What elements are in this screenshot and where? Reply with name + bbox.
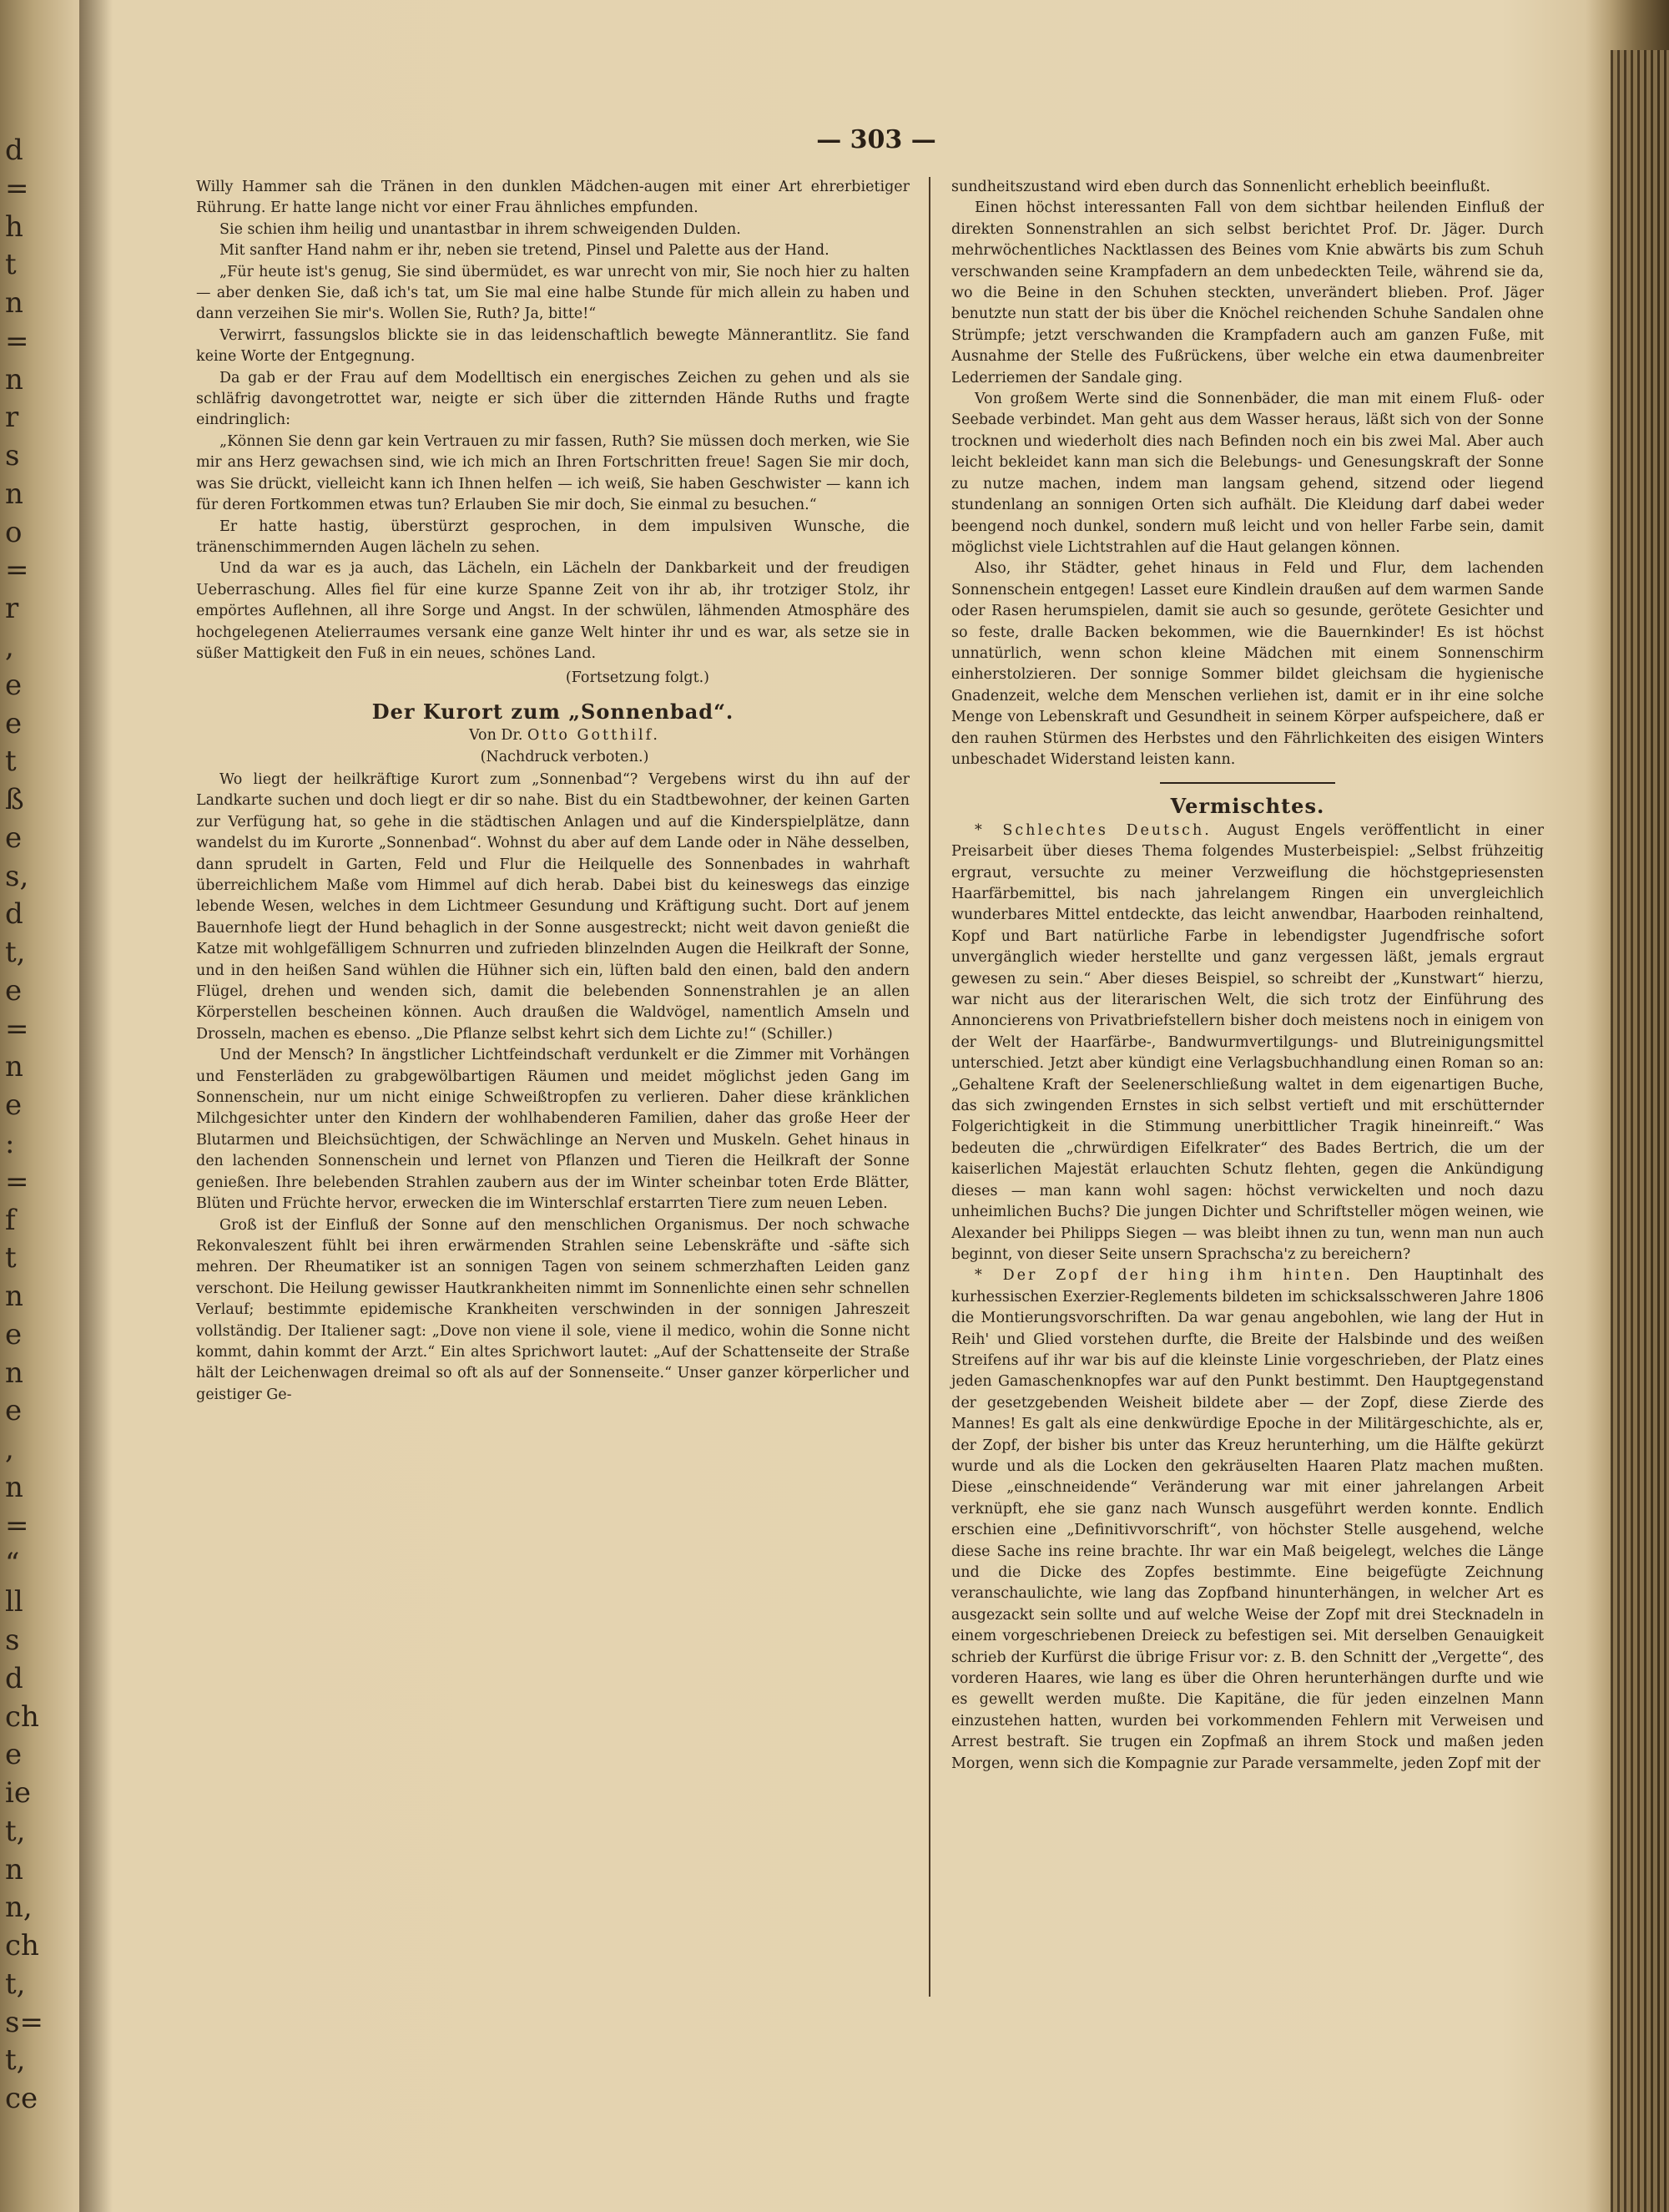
page-number: — 303 — [816,125,936,154]
margin-fragment: h [5,210,23,244]
margin-fragment: = [5,171,29,205]
margin-fragment: t, [5,1814,26,1848]
margin-fragment: e [5,1317,23,1351]
novel-paragraph: Da gab er der Frau auf dem Modelltisch ein energisches Zeichen zu gehen und als sie schläfrig davongetrottet war, neigte er sich über die zitternden Hände Ruths und fragte eindringlich: [196,369,910,429]
novel-paragraph: Willy Hammer sah die Tränen in den dunklen Mädchen-augen mit einer Art ehrerbietiger Rührung. Er hatte lange nicht vor einer Frau ähnliches empfunden. [196,179,910,217]
margin-fragment: n [5,1852,23,1886]
margin-fragment: ll [5,1585,23,1619]
misc-item-text: August Engels veröffentlicht in einer Preisarbeit über dieses Thema folgendes Musterbeispiel: „Selbst frühzeitig ergraut, versuchte zu meiner Verzweiflung die höchstgepriesensten Haarfärbemittel, bis nach jahrelangem Ringen ein unvergleichlich wunderbares Mittel entdeckte, das leicht anwendbar, Haarboden reinhaltend, Kopf und Bart natürliche Farbe in lebendigster Jugendfrische sofort unvergänglich wieder herstellte und ganz vergessen läßt, jemals ergraut gewesen zu sein.“ Aber dieses Beispiel, so schreibt der „Kunstwart“ hierzu, war nicht aus der literarischen Welt, die sich trotz der Einführung des Annoncierens von Privatbriefstellern bisher doch meistens noch in einigem von der Welt der Haarfärbe-, Bandwurmvertilgungs- und Blutreinigungsmittel unterschied. Jetzt aber kündigt eine Verlagsbuchhandlung einen Roman so an: „Gehaltene Kraft der Seelenerschließung waltet in dem eigenartigen Buche, das sich zwingenden Ernstes in sich selbst vertieft und mit erschütternder Folgerichtigkeit in die Stimmung unerbittlicher Tragik hineinreift.“ Was bedeuten die „chrwürdigen Eifelkrater“ des Bades Bertrich, die um der kaiserlichen Majestät erlauchten Schutz flehten, gegen die Ankündigung dieses — man kann wohl sagen: höchst verwickelten und noch dazu unheimlichen Buchs? Die jungen Dichter und Schriftsteller mögen weinen, wie Alexander bei Philipps Siegen — was bleibt ihnen zu tun, wenn man nun auch beginnt, von dieser Seite unsern Sprachscha'z zu bereichern? [951,821,1544,1263]
margin-fragment: n [5,1356,23,1390]
margin-fragment: e [5,973,23,1008]
margin-fragment: = [5,1012,29,1046]
margin-fragment: t [5,248,17,282]
article-paragraph: Wo liegt der heilkräftige Kurort zum „Sonnenbad“? Vergebens wirst du ihn auf der Landkarte suchen und doch liegt er dir so nahe. Bist du ein Stadtbewohner, der keinen Garten zur Verfügung hat, so gehe in die städtischen Anlagen und auf die Kinderspielplätze, dann wandelst du im Kurorte „Sonnenbad“. Wohnst du aber auf dem Lande oder in Nähe desselben, dann sprudelt in Garten, Feld und Flur die Heilquelle des Sonnenbades in wahrhaft überreichlichem Maße vom Himmel auf dich herab. Dabei bist du keineswegs das einzige lebende Wesen, welches in dem Lichtmeer Gesundung und Kräftigung sucht. Dort auf jenem Bauernhofe liegt der Hund behaglich in der Sonne ausgestreckt; nicht weit davon genießt die Katze mit wohlgefälligem Schnurren und zufrieden blinzelnden Augen die Heilkraft der Sonne, und in den heißen Sand wühlen die Hühner sich ein, lüften bald den einen, bald den andern Flügel, drehen und wenden sich, damit die belebenden Sonnenstrahlen je an allen Körperstellen bescheinen können. Auch draußen die Waldvögel, namentlich Amseln und Drosseln, machen es ebenso. „Die Pflanze selbst kehrt sich dem Lichte zu!“ (Schiller.) [196,770,910,1043]
vermischtes-title: Vermischtes. [1170,794,1325,819]
misc-item [951,821,1544,1266]
margin-fragment: , [5,1432,14,1467]
article-paragraph: sundheitszustand wird eben durch das Sonnenlicht erheblich beeinflußt. [951,179,1490,195]
article-paragraph: Groß ist der Einfluß der Sonne auf den menschlichen Organismus. Der noch schwache Rekonvaleszent fühlt bei ihren erwärmenden Strahlen seine Lebenskräfte und -säfte sich mehren. Der Rheumatiker ist an sonnigen Tagen von seinem schmerzhaften Leiden ganz verschont. Die Heilung gewisser Hautkrankheiten nimmt im Sonnenlichte einen sehr schnellen Verlauf; bestimmte epidemische Krankheiten verschwinden in der sonnigen Jahreszeit vollständig. Der Italiener sagt: „Dove non viene il sole, viene il medico, wohin die Sonne nicht kommt, dahin kommt der Arzt.“ Ein altes Sprichwort lautet: „Auf der Schattenseite der Straße hält der Leichenwagen dreimal so oft als auf der Sonnenseite.“ Unser ganzer körperlicher und geistiger Ge- [196,1216,910,1403]
margin-fragment: o [5,515,23,549]
margin-fragment: = [5,1508,29,1543]
margin-fragment: n [5,477,23,511]
margin-fragment: f [5,1203,16,1237]
margin-fragment: t, [5,2043,26,2078]
left-column [196,177,910,1406]
article-paragraph: Also, ihr Städter, gehet hinaus in Feld und Flur, dem lachenden Sonnenschein entgegen! Lasset eure Kindlein draußen auf dem warmen Sande oder Rasen herumspielen, damit sie auch so gesunde, gerötete Gesichter und so feste, dralle Backen bekommen, wie die Bauernkinder! Es ist höchst unnatürlich, wenn schon kleine Mädchen mit einem Sonnenschirm einherstolzieren. Der sonnige Sommer bildet gleichsam die hygienische Gnadenzeit, welche dem Menschen verliehen ist, damit er in ihr eine solche Menge von Lebenskraft und Gesundheit in seinem Körper aufspeichere, daß er den rauhen Stürmen des Herbstes und den Fährlichkeiten des eisigen Winters unbeschadet Widerstand leisten kann. [951,560,1544,768]
margin-fragment: e [5,821,23,855]
column-divider [929,177,930,1997]
margin-fragment: d [5,1661,23,1695]
section-separator [1160,782,1335,784]
margin-fragment: d [5,897,23,932]
book-gutter [79,0,113,2212]
margin-fragment: e [5,706,23,740]
article-paragraph: Einen höchst interessanten Fall von dem sichtbar heilenden Einfluß der direkten Sonnenstrahlen an sich selbst berichtet Prof. Dr. Jäger. Durch mehrwöchentliches Nacktlassen des Beines vom Knie abwärts bis zum Schuh verschwanden seine Krampfadern an dem unbedeckten Teile, während sie da, wo die Beine in den Schuhen steckten, unverändert blieben. Prof. Jäger benutzte nun statt der bis über die Knöchel reichenden Schuhe Sandalen ohne Strümpfe; jetzt verschwanden die Krampfadern auch am ganzen Fuße, mit Ausnahme der Stelle des Fußrückens, über welche ein etwa daumenbreiter Lederriemen der Sandale ging. [951,199,1544,386]
margin-fragment: e [5,668,23,702]
margin-fragment: ch [5,1699,39,1734]
novel-paragraph: „Für heute ist's genug, Sie sind übermüdet, es war unrecht von mir, Sie noch hier zu halten — aber denken Sie, daß ich's tat, um Sie mal eine halbe Stunde für mich allein zu haben und dann verzeihen Sie mir's. Wollen Sie, Ruth? Ja, bitte!“ [196,263,910,323]
novel-continuation [196,177,910,689]
article-title: Der Kurort zum „Sonnenbad“. [371,699,734,724]
margin-fragment: ch [5,1929,39,1963]
article-paragraph: Von großem Werte sind die Sonnenbäder, die man mit einem Fluß- oder Seebade verbindet. Man geht aus dem Wasser heraus, läßt sich von der Sonne trocknen und wiederholt dies nach Befinden noch ein bis zwei Mal. Aber auch leicht bekleidet kann man sich die Belebungs- und Genesungskraft der Sonne zu nutze machen, indem man langsam gehend, sitzend oder liegend stundenlang an sonnigen Orten sich aufhält. Die Kleidung darf dabei weder beengend noch dunkel, sondern muß leicht und von heller Farbe sein, damit möglichst viele Lichtstrahlen auf die Haut gelangen können. [951,391,1544,556]
margin-fragment: = [5,553,29,588]
misc-item-heading: * Schlechtes Deutsch. [975,821,1212,839]
misc-item-heading: * Der Zopf der hing ihm hinten. [975,1267,1353,1285]
byline-prefix: Von Dr. [469,727,523,745]
novel-paragraph: Und da war es ja auch, das Lächeln, ein Lächeln der Dankbarkeit und der freudigen Ueberraschung. Alles fiel für eine kurze Spanne Zeit von ihr ab, ihr trotziger Stolz, ihr empörtes Auflehnen, all ihre Sorge und Angst. In der schwülen, lähmenden Atmosphäre des hochgelegenen Atelierraumes versank eine ganze Welt hinter ihr und es war, als setze sie in süßer Mattigkeit den Fuß in ein neues, schönes Land. [196,560,910,662]
margin-fragment: t [5,745,17,779]
margin-fragment: = [5,324,29,358]
margin-fragment: n, [5,1891,33,1925]
margin-fragment: s, [5,859,29,893]
novel-paragraph: Mit sanfter Hand nahm er ihr, neben sie tretend, Pinsel und Palette aus der Hand. [219,242,829,260]
article-byline [196,725,910,746]
margin-fragment: : [5,1127,15,1160]
right-page-stack [1611,50,1669,2212]
margin-fragment: d [5,134,23,167]
margin-fragment: = [5,1164,29,1199]
margin-fragment: t [5,1241,17,1275]
novel-paragraph: „Können Sie denn gar kein Vertrauen zu mir fassen, Ruth? Sie müssen doch merken, wie Sie mir ans Herz gewachsen sind, wie ich mich an Ihren Fortschritten freue! Sagen Sie mir doch, was Sie drückt, vielleicht kann ich Ihnen helfen — ich weiß, Sie haben Geschwister — kann ich für deren Fortkommen etwas tun? Erlauben Sie mir doch, Sie einmal zu besuchen.“ [196,432,910,514]
novel-paragraph: Sie schien ihm heilig und unantastbar in ihrem schweigenden Dulden. [219,220,741,238]
right-column [951,177,1544,1775]
margin-fragment: t, [5,1967,26,2001]
margin-fragment: s= [5,2005,43,2039]
margin-fragment: n [5,286,23,321]
margin-fragment: n [5,1470,23,1504]
margin-fragment: s [5,439,20,473]
margin-fragment: “ [5,1547,20,1581]
margin-fragment: n [5,362,23,396]
misc-item-text: Den Hauptinhalt des kurhessischen Exerzier-Reglements bildeten im schicksalsschweren Jahre 1806 die Montierungsvorschriften. Da war genau angebohlen, wie lang der Hut in Reih' und Glied vorstehen durfte, die Breite der Halsbinde und des weißen Streifens auf ihr war bis auf die kleinste Linie vorgeschrieben, der Platz eines jeden Gamaschenknopfes war auf den Punkt bestimmt. Den Hauptgegenstand der gesetzgebenden Weisheit bildete aber — der Zopf, diese Zierde des Mannes! Es galt als eine denkwürdige Epoche in der Militärgeschichte, als er, der Zopf, der bisher bis unter das Kreuz herunterhing, um die Hälfte gekürzt wurde und als die Locken den gekräuselten Haaren Platz machen mußten. Diese „einschneidende“ Veränderung war mit einer jahrelangen Arbeit verknüpft, ehe sie ganz nach Wunsch ausgeführt werden konnte. Endlich erschien eine „Definitivvorschrift“, von höchster Stelle ausgehend, welche diese Sache ins reine brachte. Ihr war ein Maß beigelegt, welches die Länge und die Dicke des Zopfes bestimmte. Eine beigefügte Zeichnung veranschaulichte, wie lang das Zopfband hinunterhängen, in welcher Art es ausgezackt sein sollte und auf welche Weise der Zopf mit drei Stecknadeln in einem vorgeschriebenen Dreieck zu befestigen sei. Mit derselben Genauigkeit schrieb der Kurfürst die übrige Frisur vor: z. B. den Schnitt der „Vergette“, des vorderen Haares, wie lang es über die Ohren herunterhängen durfte und wie es gewellt werden mußte. Die Kapitäne, die für jeden einzelnen Mann einzustehen hatten, wurden bei vorkommenden Fehlern mit Verweisen und Arrest bestraft. Sie trugen ein Zopfmaß an ihrem Stock und maßen jeden Morgen, wenn sich die Kompagnie zur Parade versammelte, jeden Zopf mit der [951,1267,1544,1772]
margin-fragment: ie [5,1776,31,1811]
margin-fragment: n [5,1050,23,1084]
reprint-notice: (Nachdruck verboten.) [480,748,649,765]
margin-fragment: t, [5,936,26,970]
margin-fragment: n [5,1280,23,1314]
margin-fragment: , [5,630,14,664]
margin-fragment: r [5,401,19,435]
margin-fragment: ß [5,783,24,817]
margin-fragment: ce [5,2082,38,2116]
novel-paragraph: Verwirrt, fassungslos blickte sie in das leidenschaftlich bewegte Männerantlitz. Sie fand keine Worte der Entgegnung. [196,326,910,366]
margin-fragment: s [5,1624,20,1657]
margin-fragment: e [5,1738,23,1772]
author-name: Otto Gotthilf. [527,727,660,745]
continued-note: (Fortsetzung folgt.) [565,669,709,687]
misc-item [951,1265,1544,1775]
margin-fragment: e [5,1088,23,1123]
margin-fragment: r [5,592,19,626]
page-303 [117,0,1627,2212]
margin-fragment: e [5,1394,23,1428]
article-paragraph: Und der Mensch? In ängstlicher Lichtfeindschaft verdunkelt er die Zimmer mit Vorhängen und Fensterläden zu grabgewölbartigen Räumen und meidet möglichst jeden Gang im Sonnenschein, nur um nicht einige Schweißtropfen zu verlieren. Daher diese kränklichen Milchgesichter unter den Kindern der wohlhabenderen Familien, daher das große Heer der Blutarmen und Bleichsüchtigen, der Schwächlinge an Nerven und Muskeln. Gehet hinaus in den lachenden Sonnenschein und lernet von Pflanzen und Tieren die Heilkraft der Sonne genießen. Ihre belebenden Strahlen zaubern aus der im Winter scheinbar toten Erde Blätter, Blüten und Früchte hervor, erwecken die im Winterschlaf erstarrten Tiere zum neuen Leben. [196,1047,910,1213]
novel-paragraph: Er hatte hastig, überstürzt gesprochen, in dem impulsiven Wunsche, die tränenschimmernden Augen lächeln zu sehen. [196,518,910,556]
